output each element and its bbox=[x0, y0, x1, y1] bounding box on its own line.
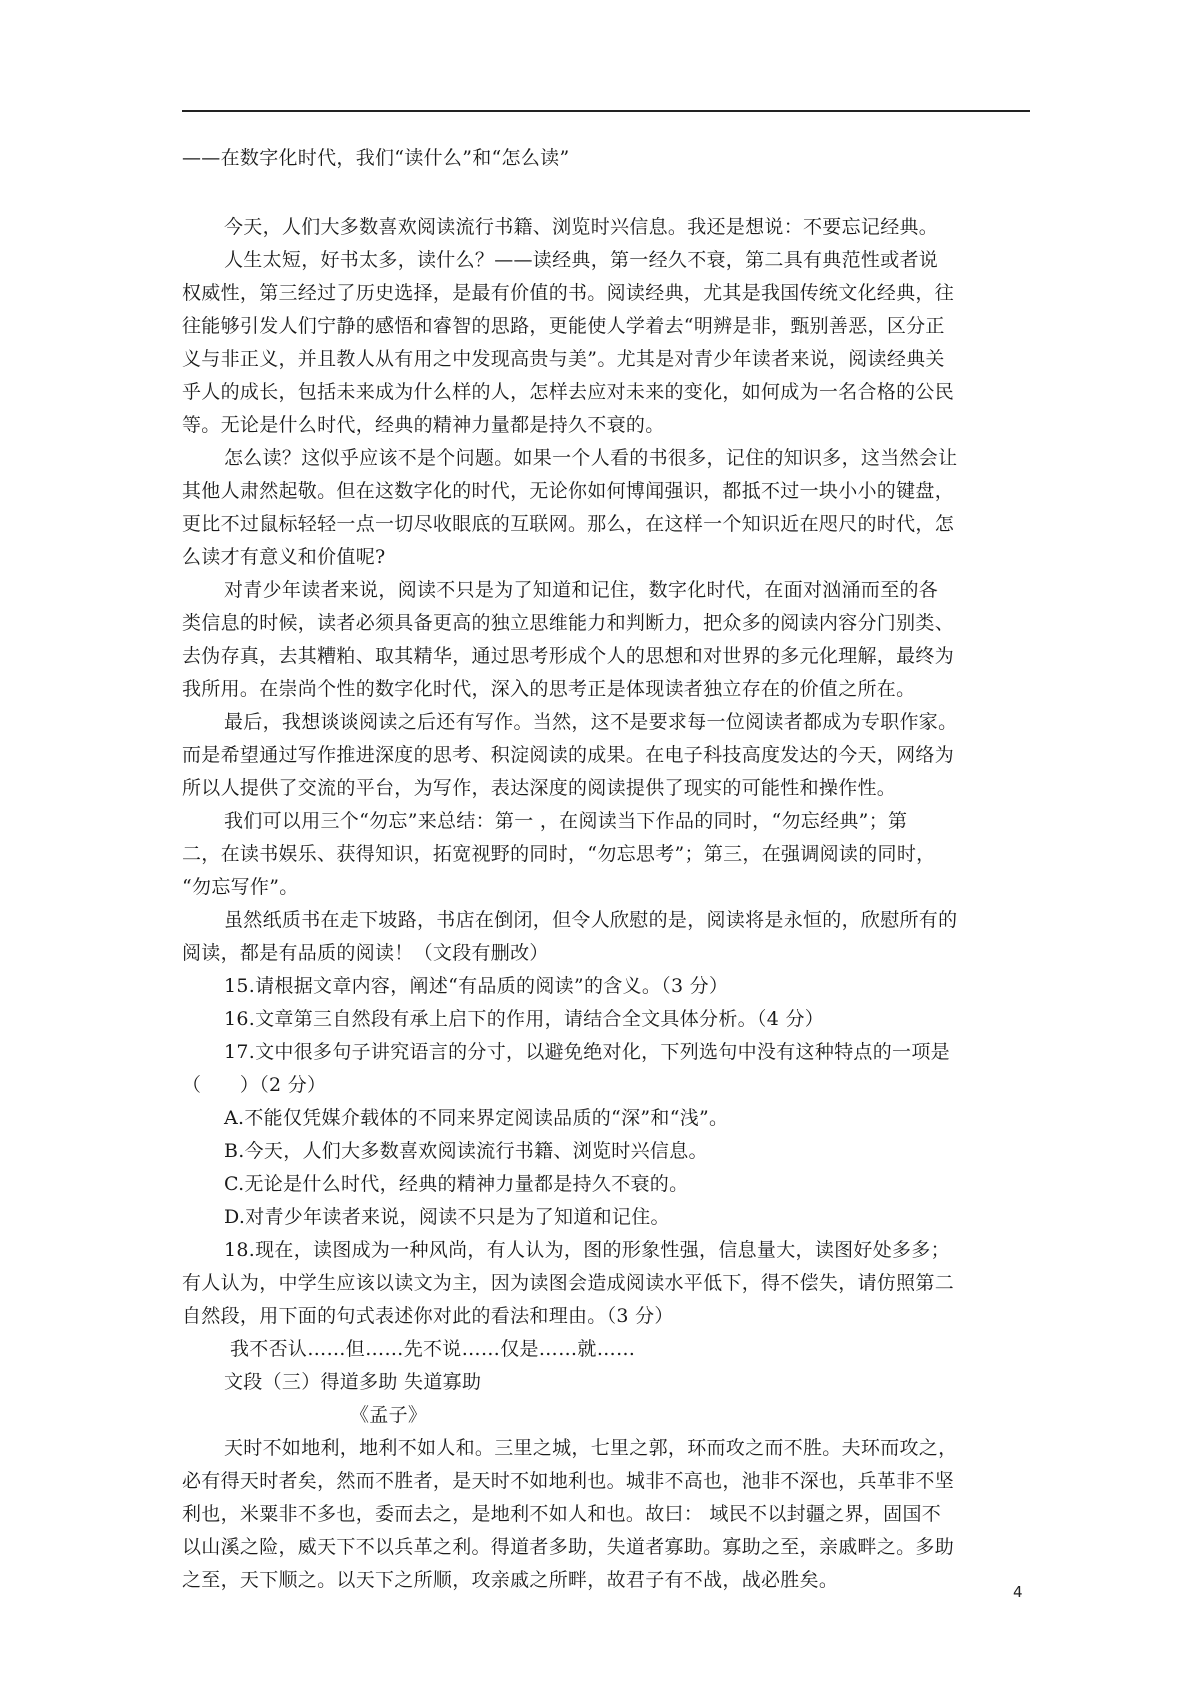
classical-line: 必有得天时者矣，然而不胜者，是天时不如地利也。城非不高也，池非不深也，兵革非不坚 bbox=[182, 1470, 955, 1492]
paragraph-line: 么读才有意义和价值呢? bbox=[182, 546, 386, 568]
question-line: 17.文中很多句子讲究语言的分寸，以避免绝对化，下列选句中没有这种特点的一项是 bbox=[224, 1041, 950, 1063]
paragraph-line: 去伪存真，去其糟粕、取其精华，通过思考形成个人的思想和对世界的多元化理解，最终为 bbox=[182, 645, 955, 667]
classical-line: 天时不如地利，地利不如人和。三里之城，七里之郭，环而攻之而不胜。夫环而攻之， bbox=[224, 1437, 958, 1459]
sentence-pattern: 我不否认……但……先不说……仅是……就…… bbox=[230, 1338, 636, 1360]
paragraph-line: 虽然纸质书在走下坡路，书店在倒闭，但令人欣慰的是，阅读将是永恒的，欣慰所有的 bbox=[224, 909, 958, 931]
question-line: 16.文章第三自然段有承上启下的作用，请结合全文具体分析。（4 分） bbox=[224, 1008, 825, 1030]
answer-option: D.对青少年读者来说，阅读不只是为了知道和记住。 bbox=[224, 1206, 670, 1228]
paragraph-line: 而是希望通过写作推进深度的思考、积淀阅读的成果。在电子科技高度发达的今天，网络为 bbox=[182, 744, 955, 766]
paragraph bbox=[182, 805, 1030, 904]
subtitle: ——在数字化时代，我们“读什么”和“怎么读” bbox=[182, 147, 570, 169]
paragraph-line: 我所用。在崇尚个性的数字化时代，深入的思考正是体现读者独立存在的价值之所在。 bbox=[182, 678, 916, 700]
paragraph-line: 更比不过鼠标轻轻一点一切尽收眼底的互联网。那么，在这样一个知识近在咫尺的时代，怎 bbox=[182, 513, 955, 535]
question bbox=[182, 1003, 1030, 1036]
paragraph bbox=[182, 244, 1030, 442]
paragraph-line: 权威性，第三经过了历史选择，是最有价值的书。阅读经典，尤其是我国传统文化经典，往 bbox=[182, 282, 955, 304]
paragraph-line: 二，在读书娱乐、获得知识，拓宽视野的同时，“勿忘思考”；第三，在强调阅读的同时， bbox=[182, 843, 936, 865]
paragraph-line: 所以人提供了交流的平台，为写作，表达深度的阅读提供了现实的可能性和操作性。 bbox=[182, 777, 897, 799]
classical-line: 之至，天下顺之。以天下之所顺，攻亲戚之所畔，故君子有不战，战必胜矣。 bbox=[182, 1569, 839, 1591]
paragraph-line: 类信息的时候，读者必须具备更高的独立思维能力和判断力，把众多的阅读内容分门别类、 bbox=[182, 612, 955, 634]
answer-option: C.无论是什么时代，经典的精神力量都是持久不衰的。 bbox=[224, 1173, 689, 1195]
paragraph bbox=[182, 904, 1030, 970]
paragraph bbox=[182, 442, 1030, 574]
question bbox=[182, 970, 1030, 1003]
answer-option: A.不能仅凭媒介载体的不同来界定阅读品质的“深”和“浅”。 bbox=[224, 1107, 729, 1129]
spacer bbox=[182, 175, 1030, 211]
question-line: 自然段，用下面的句式表述你对此的看法和理由。（3 分） bbox=[182, 1305, 674, 1327]
answer-options bbox=[182, 1102, 1030, 1234]
question bbox=[182, 1036, 1030, 1102]
classical-line: 以山溪之险，威天下不以兵革之利。得道者多助，失道者寡助。寡助之至，亲戚畔之。多助 bbox=[182, 1536, 955, 1558]
paragraph-line: 往能够引发人们宁静的感悟和睿智的思路，更能使人学着去“明辨是非，甄别善恶，区分正 bbox=[182, 315, 945, 337]
paragraph bbox=[182, 211, 1030, 244]
paragraph-line: 我们可以用三个“勿忘”来总结：第一 ，在阅读当下作品的同时，“勿忘经典”；第 bbox=[224, 810, 908, 832]
paragraph-line: 今天，人们大多数喜欢阅读流行书籍、浏览时兴信息。我还是想说：不要忘记经典。 bbox=[224, 216, 939, 238]
classical-text bbox=[182, 1432, 1030, 1597]
paragraph-line: 其他人肃然起敬。但在这数字化的时代，无论你如何博闻强识，都抵不过一块小小的键盘， bbox=[182, 480, 955, 502]
paragraph bbox=[182, 574, 1030, 706]
document-body bbox=[182, 142, 1030, 1597]
paragraph-line: 乎人的成长，包括未来成为什么样的人，怎样去应对未来的变化，如何成为一名合格的公民 bbox=[182, 381, 955, 403]
paragraph-line: “勿忘写作”。 bbox=[182, 876, 299, 898]
paragraph-line: 最后，我想谈谈阅读之后还有写作。当然，这不是要求每一位阅读者都成为专职作家。 bbox=[224, 711, 958, 733]
section-title: 文段（三）得道多助 失道寡助 bbox=[224, 1371, 482, 1393]
paragraph-line: 人生太短，好书太多，读什么？——读经典，第一经久不衰，第二具有典范性或者说 bbox=[224, 249, 939, 271]
section-author: 《孟子》 bbox=[350, 1404, 428, 1426]
paragraph-line: 怎么读？这似乎应该不是个问题。如果一个人看的书很多，记住的知识多，这当然会让 bbox=[224, 447, 958, 469]
essay-paragraphs bbox=[182, 211, 1030, 970]
paragraph-line: 阅读，都是有品质的阅读！（文段有删改） bbox=[182, 942, 549, 964]
header-rule bbox=[182, 110, 1030, 112]
page-number: 4 bbox=[1013, 1583, 1023, 1601]
question-line: 18.现在，读图成为一种风尚，有人认为，图的形象性强，信息量大，读图好处多多； bbox=[224, 1239, 950, 1261]
question-18 bbox=[182, 1234, 1030, 1333]
paragraph-line: 对青少年读者来说，阅读不只是为了知道和记住，数字化时代，在面对汹涌而至的各 bbox=[224, 579, 939, 601]
question-line: （ ）（2 分） bbox=[182, 1074, 327, 1096]
question-line: 15.请根据文章内容，阐述“有品质的阅读”的含义。（3 分） bbox=[224, 975, 729, 997]
paragraph-line: 等。无论是什么时代，经典的精神力量都是持久不衰的。 bbox=[182, 414, 665, 436]
paragraph bbox=[182, 706, 1030, 805]
answer-option: B.今天，人们大多数喜欢阅读流行书籍、浏览时兴信息。 bbox=[224, 1140, 708, 1162]
questions bbox=[182, 970, 1030, 1102]
classical-line: 利也，米粟非不多也，委而去之，是地利不如人和也。故曰： 域民不以封疆之界，固国不 bbox=[182, 1503, 942, 1525]
question-line: 有人认为，中学生应该以读文为主，因为读图会造成阅读水平低下，得不偿失，请仿照第二 bbox=[182, 1272, 955, 1294]
paragraph-line: 义与非正义，并且教人从有用之中发现高贵与美”。尤其是对青少年读者来说，阅读经典关 bbox=[182, 348, 945, 370]
